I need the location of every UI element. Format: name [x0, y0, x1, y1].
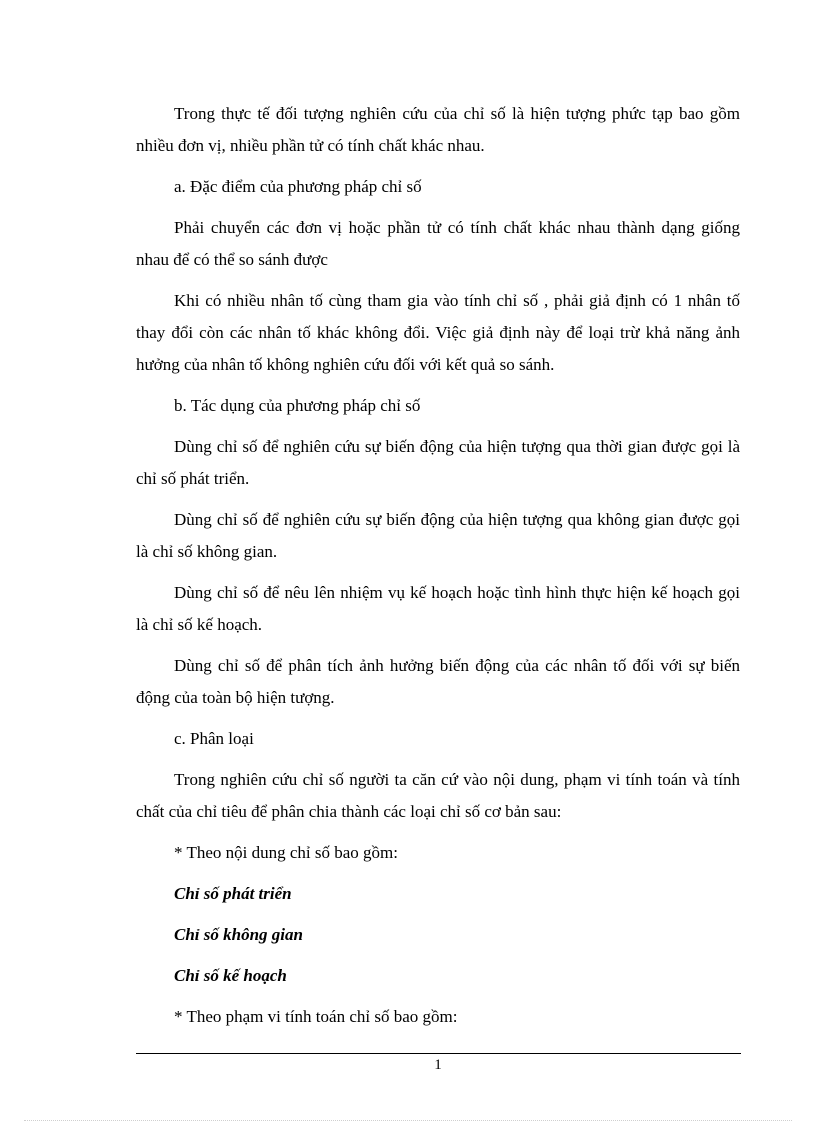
section-heading-c: c. Phân loại	[174, 729, 254, 748]
paragraph: Phải chuyển các đơn vị hoặc phần tử có tính chất khác nhau thành dạng giống nhau để có thể so sánh được	[136, 218, 740, 269]
paragraph: Dùng chỉ số để nghiên cứu sự biến động của hiện tượng qua thời gian được gọi là chỉ số phát triển.	[136, 437, 740, 488]
list-intro: * Theo nội dung chỉ số bao gồm:	[174, 843, 398, 862]
document-body	[136, 98, 740, 1042]
paragraph: Khi có nhiều nhân tố cùng tham gia vào tính chỉ số , phải giả định có 1 nhân tố thay đổi còn các nhân tố khác không đổi. Việc giả định này để loại trừ khả năng ảnh hưởng của nhân tố không nghiên cứu đối với kết quả so sánh.	[136, 291, 740, 374]
paragraph: Trong thực tế đối tượng nghiên cứu của chỉ số là hiện tượng phức tạp bao gồm nhiều đơn vị, nhiều phần tử có tính chất khác nhau.	[136, 104, 740, 155]
paragraph: Dùng chỉ số để phân tích ảnh hưởng biến động của các nhân tố đối với sự biến động của toàn bộ hiện tượng.	[136, 656, 740, 707]
footer-divider	[136, 1053, 741, 1054]
paragraph: Trong nghiên cứu chỉ số người ta căn cứ vào nội dung, phạm vi tính toán và tính chất của chỉ tiêu để phân chia thành các loại chỉ số cơ bản sau:	[136, 770, 740, 821]
list-item: Chỉ số kế hoạch	[174, 966, 287, 985]
section-heading-a: a. Đặc điểm của phương pháp chỉ số	[174, 177, 422, 196]
page-boundary	[24, 1120, 792, 1121]
section-heading-b: b. Tác dụng của phương pháp chỉ số	[174, 396, 421, 415]
paragraph: Dùng chỉ số để nghiên cứu sự biến động của hiện tượng qua không gian được gọi là chỉ số không gian.	[136, 510, 740, 561]
paragraph: Dùng chỉ số để nêu lên nhiệm vụ kế hoạch hoặc tình hình thực hiện kế hoạch gọi là chỉ số kế hoạch.	[136, 583, 740, 634]
page-number: 1	[434, 1057, 442, 1073]
list-item: Chỉ số phát triển	[174, 884, 292, 903]
list-item: Chỉ số không gian	[174, 925, 303, 944]
list-intro: * Theo phạm vi tính toán chỉ số bao gồm:	[174, 1007, 458, 1026]
